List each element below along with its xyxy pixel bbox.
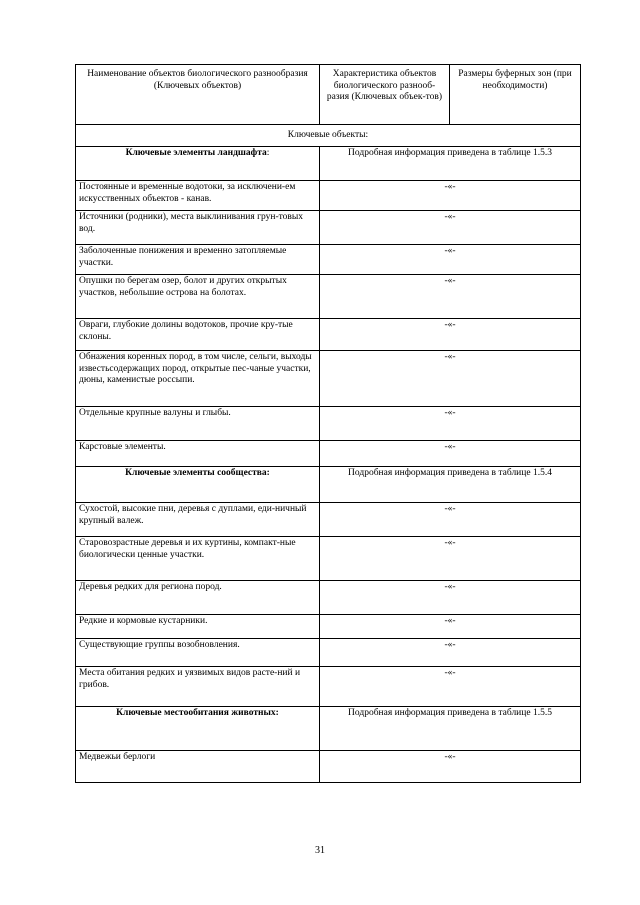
section-row (76, 707, 581, 751)
table-row (76, 615, 581, 639)
section-info: Подробная информация приведена в таблице 1.5.3 (320, 147, 581, 181)
section-title-text: Ключевые элементы сообщества: (125, 468, 270, 478)
object-info: -«- (320, 537, 581, 581)
table-row (76, 211, 581, 245)
object-name: Источники (родники), места выклинивания грун-товых вод. (76, 211, 320, 245)
object-info: -«- (320, 639, 581, 667)
header-buffer-zones: Размеры буферных зон (при необходимости) (450, 65, 581, 125)
object-info: -«- (320, 441, 581, 467)
section-title (76, 467, 320, 503)
object-info: -«- (320, 245, 581, 275)
section-row (76, 467, 581, 503)
table-row (76, 751, 581, 783)
table-row (76, 319, 581, 351)
table-row (76, 537, 581, 581)
object-name: Отдельные крупные валуны и глыбы. (76, 407, 320, 441)
section-title (76, 707, 320, 751)
header-characteristics: Характеристика объектов биологического разнооб-разия (Ключевых объек-тов) (320, 65, 450, 125)
section-title-suffix: : (266, 148, 270, 158)
table-row (76, 441, 581, 467)
object-name: Овраги, глубокие долины водотоков, прочие кру-тые склоны. (76, 319, 320, 351)
object-name: Карстовые элементы. (76, 441, 320, 467)
key-objects-row (76, 125, 581, 147)
object-info: -«- (320, 275, 581, 319)
object-name: Медвежьи берлоги (76, 751, 320, 783)
object-name: Сухостой, высокие пни, деревья с дуплами, еди-ничный крупный валеж. (76, 503, 320, 537)
table-row (76, 275, 581, 319)
header-row (76, 65, 581, 125)
biodiversity-table (75, 64, 581, 783)
header-objects: Наименование объектов биологического разнообразия (Ключевых объектов) (76, 65, 320, 125)
table-row (76, 503, 581, 537)
table-row (76, 181, 581, 211)
object-name: Места обитания редких и уязвимых видов расте-ний и грибов. (76, 667, 320, 707)
object-name: Заболоченные понижения и временно затопляемые участки. (76, 245, 320, 275)
object-name: Редкие и кормовые кустарники. (76, 615, 320, 639)
key-objects-title: Ключевые объекты: (76, 125, 581, 147)
table-row (76, 667, 581, 707)
page-number: 31 (315, 845, 325, 856)
object-info: -«- (320, 351, 581, 407)
object-info: -«- (320, 503, 581, 537)
object-name: Старовозрастные деревья и их куртины, компакт-ные биологически ценные участки. (76, 537, 320, 581)
table-row (76, 245, 581, 275)
object-name: Обнажения коренных пород, в том числе, сельги, выходы известьсодержащих пород, открытые пес-чаные участки, дюны, каменистые россыпи. (76, 351, 320, 407)
section-title-text: Ключевые местообитания животных: (116, 708, 279, 718)
object-info: -«- (320, 581, 581, 615)
section-title-text: Ключевые элементы ландшафта (125, 148, 267, 158)
object-info: -«- (320, 615, 581, 639)
object-info: -«- (320, 181, 581, 211)
object-info: -«- (320, 319, 581, 351)
object-info: -«- (320, 407, 581, 441)
section-row (76, 147, 581, 181)
object-name: Деревья редких для региона пород. (76, 581, 320, 615)
table-row (76, 407, 581, 441)
table-row (76, 581, 581, 615)
object-info: -«- (320, 211, 581, 245)
table-row (76, 639, 581, 667)
object-name: Опушки по берегам озер, болот и других открытых участков, небольшие острова на болотах. (76, 275, 320, 319)
table-row (76, 351, 581, 407)
object-name: Существующие группы возобновления. (76, 639, 320, 667)
object-info: -«- (320, 667, 581, 707)
object-info: -«- (320, 751, 581, 783)
section-info: Подробная информация приведена в таблице 1.5.5 (320, 707, 581, 751)
section-info: Подробная информация приведена в таблице 1.5.4 (320, 467, 581, 503)
section-title (76, 147, 320, 181)
object-name: Постоянные и временные водотоки, за исключени-ем искусственных объектов - канав. (76, 181, 320, 211)
